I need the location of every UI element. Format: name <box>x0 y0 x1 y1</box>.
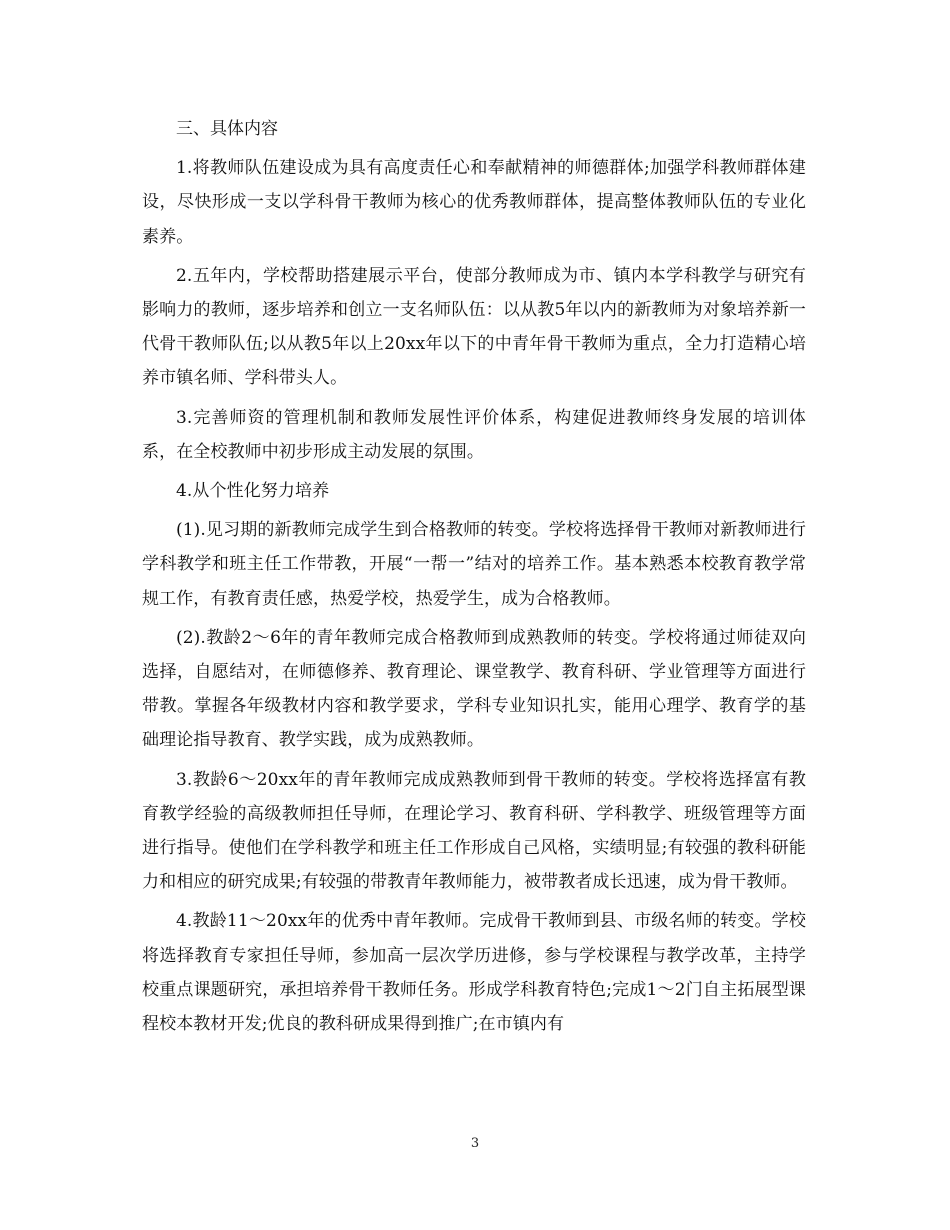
paragraph-item-3: 3.教龄6～20xx年的青年教师完成成熟教师到骨干教师的转变。学校将选择富有教育教学经验的高级教师担任导师，在理论学习、教育科研、学科教学、班级管理等方面进行指导。使他们在学科教学和班主任工作形成自己风格，实绩明显;有较强的教科研能力和相应的研究成果;有较强的带教青年教师能力，被带教者成长迅速，成为骨干教师。 <box>142 769 806 893</box>
paragraph-item-2: (2).教龄2～6年的青年教师完成合格教师到成熟教师的转变。学校将通过师徒双向选择，自愿结对，在师德修养、教育理论、课堂教学、教育科研、学业管理等方面进行带教。掌握各年级教材内容和教学要求，学科专业知识扎实，能用心理学、教育学的基础理论指导教育、教学实践，成为成熟教师。 <box>142 627 806 751</box>
paragraph-item-4: 4.教龄11～20xx年的优秀中青年教师。完成骨干教师到县、市级名师的转变。学校将选择教育专家担任导师，参加高一层次学历进修，参与学校课程与教学改革，主持学校重点课题研究，承担培养骨干教师任务。形成学科教育特色;完成1～2门自主拓展型课程校本教材开发;优良的教科研成果得到推广;在市镇内有 <box>142 911 806 1035</box>
paragraph-goal-1: 1.将教师队伍建设成为具有高度责任心和奉献精神的师德群体;加强学科教师群体建设，尽快形成一支以学科骨干教师为核心的优秀教师群体，提高整体教师队伍的专业化素养。 <box>142 158 806 247</box>
paragraph-goal-4-title: 4.从个性化努力培养 <box>176 481 330 502</box>
document-body <box>142 112 806 1046</box>
paragraph-goal-3: 3.完善师资的管理机制和教师发展性评价体系，构建促进教师终身发展的培训体系，在全校教师中初步形成主动发展的氛围。 <box>142 407 806 462</box>
paragraph-item-1: (1).见习期的新教师完成学生到合格教师的转变。学校将选择骨干教师对新教师进行学科教学和班主任工作带教，开展“一帮一”结对的培养工作。基本熟悉本校教育教学常规工作，有教育责任感，热爱学校，热爱学生，成为合格教师。 <box>142 520 806 609</box>
section-heading: 三、具体内容 <box>176 119 278 139</box>
page-number: 3 <box>470 1136 480 1151</box>
paragraph-goal-2: 2.五年内，学校帮助搭建展示平台，使部分教师成为市、镇内本学科教学与研究有影响力的教师，逐步培养和创立一支名师队伍：以从教5年以内的新教师为对象培养新一代骨干教师队伍;以从教5年以上20xx年以下的中青年骨干教师为重点，全力打造精心培养市镇名师、学科带头人。 <box>142 265 806 389</box>
